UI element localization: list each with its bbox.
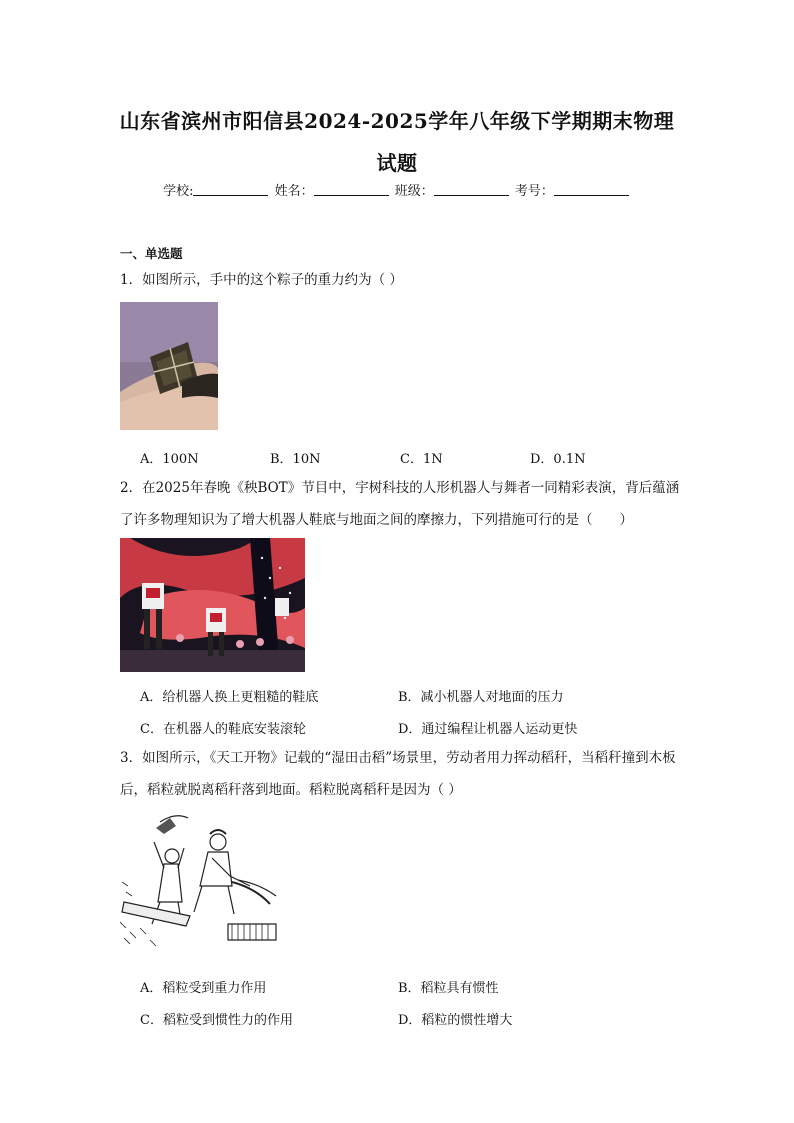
page-title: 山东省滨州市阳信县2024-2025学年八年级下学期期末物理试题	[119, 109, 675, 175]
question-2-options-row1	[140, 686, 660, 705]
option-d[interactable]: D．0.1N	[530, 452, 586, 467]
option-d[interactable]: D．通过编程让机器人运动更快	[398, 722, 578, 737]
field-id-label: 考号：	[514, 184, 554, 199]
robot-dance-photo	[120, 538, 305, 672]
question-1-options	[140, 448, 660, 467]
question-3-options-row2	[140, 1009, 660, 1028]
option-b[interactable]: B．稻粒具有惯性	[398, 981, 499, 996]
section-heading: 一、单选题	[120, 246, 183, 261]
student-info-line	[0, 180, 794, 199]
zongzi-photo	[120, 302, 218, 430]
rice-threshing-illustration	[120, 812, 280, 952]
option-c[interactable]: C．稻粒受到惯性力的作用	[140, 1013, 293, 1028]
school-blank	[193, 183, 268, 196]
question-2-text: 2．在2025年春晚《秧BOT》节目中，宇树科技的人形机器人与舞者一同精彩表演，背后蕴涵了许多物理知识为了增大机器人鞋底与地面之间的摩擦力，下列措施可行的是（ ）	[120, 480, 680, 528]
option-c[interactable]: C．1N	[400, 452, 443, 467]
field-school-label: 学校:	[163, 184, 194, 199]
option-c[interactable]: C．在机器人的鞋底安装滚轮	[140, 722, 306, 737]
question-2-options-row2	[140, 718, 660, 737]
question-3-text: 3．如图所示，《天工开物》记载的“湿田击稻”场景里，劳动者用力挥动稻秆，当稻秆撞到木板后，稻粒就脱离稻秆落到地面。稻粒脱离稻秆是因为（ ）	[120, 750, 676, 798]
id-blank	[554, 183, 629, 196]
option-b[interactable]: B．10N	[270, 452, 321, 467]
option-d[interactable]: D．稻粒的惯性增大	[398, 1013, 513, 1028]
question-3-options-row1	[140, 977, 660, 996]
option-a[interactable]: A．稻粒受到重力作用	[140, 981, 267, 996]
question-1-text: 1．如图所示，手中的这个粽子的重力约为（ ）	[120, 272, 403, 288]
class-blank	[434, 183, 509, 196]
option-b[interactable]: B．减小机器人对地面的压力	[398, 690, 564, 705]
field-class-label: 班级：	[394, 184, 434, 199]
name-blank	[314, 183, 389, 196]
field-name-label: 姓名：	[274, 184, 314, 199]
option-a[interactable]: A．给机器人换上更粗糙的鞋底	[140, 690, 319, 705]
option-a[interactable]: A．100N	[140, 452, 199, 467]
